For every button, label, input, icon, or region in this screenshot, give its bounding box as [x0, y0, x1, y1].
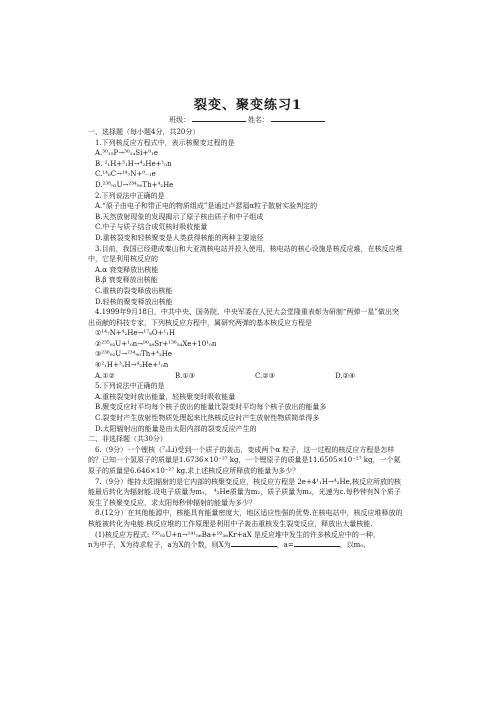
option-b: B. ²₁H+³₁H→⁴₂He+¹₀n	[95, 159, 172, 168]
page-title: 裂变、聚变练习1	[193, 98, 303, 113]
answer-blank-a[interactable]	[294, 540, 340, 547]
fill-text: n为中子，X为待求粒子，a为X的个数，则X为	[88, 541, 231, 550]
option-d: D.②④	[335, 371, 356, 380]
option-b: B.聚变反应时平均每个核子放出的能量比裂变时平均每个核子放出的能量多	[95, 403, 327, 412]
option-c: C.②③	[255, 371, 275, 380]
question-stem: 3.目前，我国已经建成秦山和大亚湾核电站并投入使用，核电站的核心设施是核反应堆，在核反应堆中，它是利用核反应的	[88, 244, 403, 264]
name-label: 姓名：	[248, 116, 269, 124]
option-d: D.²³⁸₉₂U→²³⁴₉₀Th+⁴₂He	[95, 180, 174, 189]
options-row	[88, 371, 404, 382]
option-a: A.重核裂变时放出能量，轻核聚变时吸收能量	[95, 392, 236, 401]
question-6: 6.（9分）一个锂核（⁷₃Li)受到一个质子的轰击，变成两个α 粒子，这一过程的核反应方程是怎样的？已知一个氢原子的质量是1.6736×10⁻²⁷ kg，一个锂原子的质量是11.6505×10⁻²⁷ kg，一个氦原子的质量是6.646×10⁻²⁷ kg.求上述核反应所释放的能量为多少？	[88, 445, 401, 475]
reaction-3: ③²³⁸₉₂U→²³⁴₉₀Th+⁴₂He	[95, 350, 173, 359]
question-body	[88, 127, 404, 551]
option-c: C.裂变时产生放射性物质处理起来比热核反应时产生放射性物质简单得多	[95, 414, 320, 423]
section-heading: 二、非选择题（共30分）	[88, 435, 167, 444]
fill-text: ，a=	[276, 541, 294, 550]
option-a: A.³⁰₁₅P→³⁰₁₄Si+⁰₁e	[95, 149, 158, 158]
class-blank[interactable]	[192, 114, 246, 122]
option-c: C.¹⁴₆C→¹⁴₇N+⁰₋₁e	[95, 170, 156, 179]
option-d: D.轻核的聚变释放出核能	[95, 297, 173, 306]
student-info	[0, 114, 496, 125]
section-heading: 一、选择题（每小题4分，共20分）	[88, 128, 200, 136]
name-blank[interactable]	[271, 114, 325, 122]
question-stem: 5.下列说法中正确的是	[95, 382, 165, 391]
option-b: B.①③	[175, 371, 195, 380]
class-label: 班级：	[169, 116, 190, 124]
option-a: A.α 衰变释放出核能	[95, 265, 159, 274]
option-a: A.①②	[95, 371, 115, 380]
option-b: B.β 衰变释放出核能	[95, 276, 158, 285]
option-b: B.天然放射现象的发现揭示了原子核由质子和中子组成	[95, 212, 264, 221]
fill-text: ，以m₀、	[339, 541, 371, 550]
option-c: C.中子与质子结合成氘核时吸收能量	[95, 223, 208, 232]
question-8: 8.(12分）在其他能源中，核能具有能量密度大，地区适应性强的优势.在核电站中，核反应堆释放的核能被转化为电能.核反应堆的工作原理是利用中子轰击重核发生裂变反应，释放出大量核能.	[88, 509, 403, 528]
question-7: 7.（9分）维持太阳辐射的是它内部的核聚变反应，核反应方程是 2e+4¹₁H→⁴₂He,核反应所放的核能最后转化为辐射能.设电子质量为m₁， ⁴₂He质量为m₂，质子质量为m₃，光速为c.每秒钟有N个质子发生了核聚变反应，求太阳每秒钟辐射的能量为多少？	[88, 477, 401, 507]
option-d: D.太阳辐射出的能量是由太阳内部的裂变反应产生的	[95, 424, 257, 433]
reaction-4: ④²₁H+³₁H→⁴₂He+¹₀n	[95, 361, 169, 370]
question-stem: 4.1999年9月18日，中共中央、国务院、中央军委在人民大会堂隆重表彰为研制“两弹一星”做出突出贡献的科技专家，下列核反应方程中，属研究两弹的基本核反应方程是	[88, 308, 400, 327]
reaction-1: ①¹⁴₇N+⁴₂He→¹⁷₈O+¹₁H	[95, 329, 176, 338]
question-8-part-1: (1)核反应方程式: ²³⁵₉₂U+n→¹⁴¹₅₆Ba+⁹²₃₆Kr+aX 是反应堆中发生的许多核反应中的一种，	[95, 530, 380, 539]
question-stem: 2.下列说法中正确的是	[95, 191, 165, 200]
option-d: D.重核裂变和轻核聚变是人类获得核能的两种主要途径	[95, 233, 264, 242]
question-stem: 1.下列核反应方程式中，表示核聚变过程的是	[95, 138, 235, 147]
option-c: C.重核的裂变释放出核能	[95, 286, 173, 295]
question-8-part-1-fill	[88, 540, 404, 551]
answer-blank-x[interactable]	[231, 540, 277, 547]
reaction-2: ②²³⁵₉₂U+¹₀n→⁹⁰₃₈Sr+¹³⁶₅₄Xe+10¹₀n	[95, 339, 217, 348]
option-a: A.“原子由电子和带正电的物质组成”是通过卢瑟福α粒子散射实验判定的	[95, 202, 318, 211]
